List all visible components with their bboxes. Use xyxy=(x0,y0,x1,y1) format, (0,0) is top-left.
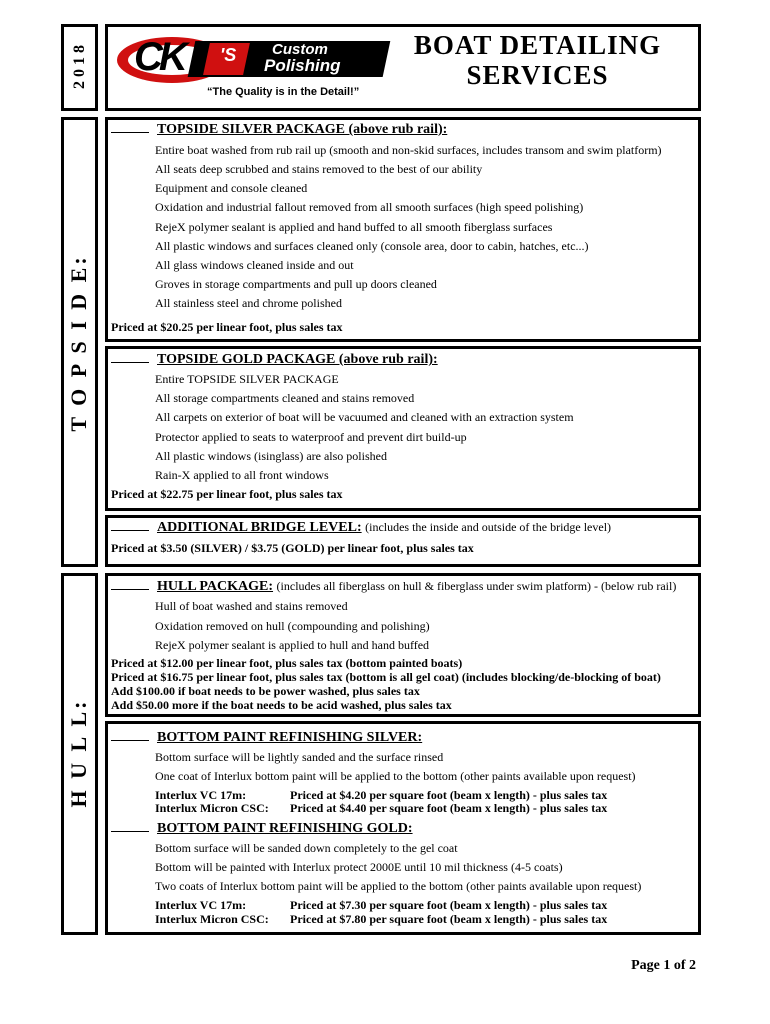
title-line-1: BOAT DETAILING xyxy=(413,30,662,60)
company-logo xyxy=(112,33,392,103)
list-item: Hull of boat washed and stains removed xyxy=(155,599,348,613)
list-item: Two coats of Interlux bottom paint will be applied to the bottom (other paints available upon request) xyxy=(155,879,642,893)
page-number: Page 1 of 2 xyxy=(631,958,696,973)
year-label: 2 0 1 8 xyxy=(71,45,88,89)
hull-side-label: H U L L: xyxy=(66,698,91,808)
hull-title: HULL PACKAGE: xyxy=(157,579,274,594)
checkbox-blank[interactable] xyxy=(111,122,149,133)
list-item: All plastic windows and surfaces cleaned only (console area, door to cabin, hatches, etc...) xyxy=(155,239,589,253)
title-line-2: SERVICES xyxy=(466,60,609,90)
topside-silver-header xyxy=(111,122,447,138)
list-item: All seats deep scrubbed and stains removed to the best of our ability xyxy=(155,162,483,176)
hull-note: (includes all fiberglass on hull & fiberglass under swim platform) - (below rub rail) xyxy=(276,579,677,593)
logo-custom: Custom xyxy=(272,41,328,58)
list-item: Equipment and console cleaned xyxy=(155,181,308,195)
list-item: Oxidation and industrial fallout removed from all smooth surfaces (high speed polishing) xyxy=(155,200,584,214)
list-item: RejeX polymer sealant is applied to hull and hand buffed xyxy=(155,638,430,652)
bottom-gold-p2-label: Interlux Micron CSC: xyxy=(155,912,269,926)
bridge-price: Priced at $3.50 (SILVER) / $3.75 (GOLD) per linear foot, plus sales tax xyxy=(111,541,474,555)
list-item: Protector applied to seats to waterproof and prevent dirt build-up xyxy=(155,430,467,444)
topside-silver-price: Priced at $20.25 per linear foot, plus sales tax xyxy=(111,320,343,334)
list-item: Rain-X applied to all front windows xyxy=(155,468,329,482)
list-item: Oxidation removed on hull (compounding and polishing) xyxy=(155,619,430,633)
hull-price-line: Add $100.00 if boat needs to be power washed, plus sales tax xyxy=(111,684,420,698)
list-item: All plastic windows (isinglass) are also polished xyxy=(155,449,387,463)
topside-side-label: T O P S I D E: xyxy=(66,254,91,432)
list-item: RejeX polymer sealant is applied and hand buffed to all smooth fiberglass surfaces xyxy=(155,220,553,234)
bridge-title: ADDITIONAL BRIDGE LEVEL: xyxy=(157,520,362,535)
checkbox-blank[interactable] xyxy=(111,352,149,363)
list-item: All carpets on exterior of boat will be vacuumed and cleaned with an extraction system xyxy=(155,410,574,424)
bottom-gold-p1-value: Priced at $7.30 per square foot (beam x length) - plus sales tax xyxy=(290,898,608,912)
bottom-silver-p1-label: Interlux VC 17m: xyxy=(155,788,247,802)
topside-gold-price: Priced at $22.75 per linear foot, plus sales tax xyxy=(111,487,343,501)
bottom-gold-p2-value: Priced at $7.80 per square foot (beam x length) - plus sales tax xyxy=(290,912,608,926)
checkbox-blank[interactable] xyxy=(111,730,149,741)
hull-header xyxy=(111,579,676,595)
list-item: Bottom will be painted with Interlux protect 2000E until 10 mil thickness (4-5 coats) xyxy=(155,860,563,874)
bottom-gold-p1-label: Interlux VC 17m: xyxy=(155,898,247,912)
topside-gold-header xyxy=(111,352,438,368)
bottom-silver-p1-value: Priced at $4.20 per square foot (beam x length) - plus sales tax xyxy=(290,788,608,802)
bottom-silver-header xyxy=(111,730,422,746)
list-item: Entire boat washed from rub rail up (smooth and non-skid surfaces, includes transom and swim platform) xyxy=(155,143,662,157)
list-item: Bottom surface will be sanded down completely to the gel coat xyxy=(155,841,458,855)
hull-price-line: Priced at $12.00 per linear foot, plus sales tax (bottom painted boats) xyxy=(111,656,463,670)
checkbox-blank[interactable] xyxy=(111,821,149,832)
checkbox-blank[interactable] xyxy=(111,520,149,531)
bottom-silver-p2-value: Priced at $4.40 per square foot (beam x length) - plus sales tax xyxy=(290,801,608,815)
topside-gold-title: TOPSIDE GOLD PACKAGE (above rub rail): xyxy=(157,352,438,367)
bottom-silver-p2-label: Interlux Micron CSC: xyxy=(155,801,269,815)
topside-silver-title: TOPSIDE SILVER PACKAGE (above rub rail): xyxy=(157,122,448,137)
bottom-gold-header xyxy=(111,821,413,837)
list-item: Groves in storage compartments and pull up doors cleaned xyxy=(155,277,437,291)
bridge-header xyxy=(111,520,611,536)
list-item: Entire TOPSIDE SILVER PACKAGE xyxy=(155,372,339,386)
hull-price-line: Add $50.00 more if the boat needs to be acid washed, plus sales tax xyxy=(111,698,452,712)
list-item: All storage compartments cleaned and stains removed xyxy=(155,391,415,405)
list-item: Bottom surface will be lightly sanded and the surface rinsed xyxy=(155,750,444,764)
logo-s: 'S xyxy=(220,45,237,65)
checkbox-blank[interactable] xyxy=(111,579,149,590)
bottom-silver-title: BOTTOM PAINT REFINISHING SILVER: xyxy=(157,730,423,745)
logo-tagline: “The Quality is in the Detail!” xyxy=(207,86,360,98)
logo-ck: CK xyxy=(134,35,184,79)
logo-polishing: Polishing xyxy=(264,56,341,75)
list-item: One coat of Interlux bottom paint will be applied to the bottom (other paints available upon request) xyxy=(155,769,636,783)
hull-price-line: Priced at $16.75 per linear foot, plus sales tax (bottom is all gel coat) (includes blocking/de-blocking of boat) xyxy=(111,670,661,684)
page-title xyxy=(395,30,680,90)
bridge-note: (includes the inside and outside of the bridge level) xyxy=(365,520,612,534)
list-item: All glass windows cleaned inside and out xyxy=(155,258,354,272)
list-item: All stainless steel and chrome polished xyxy=(155,296,342,310)
bottom-gold-title: BOTTOM PAINT REFINISHING GOLD: xyxy=(157,821,413,836)
